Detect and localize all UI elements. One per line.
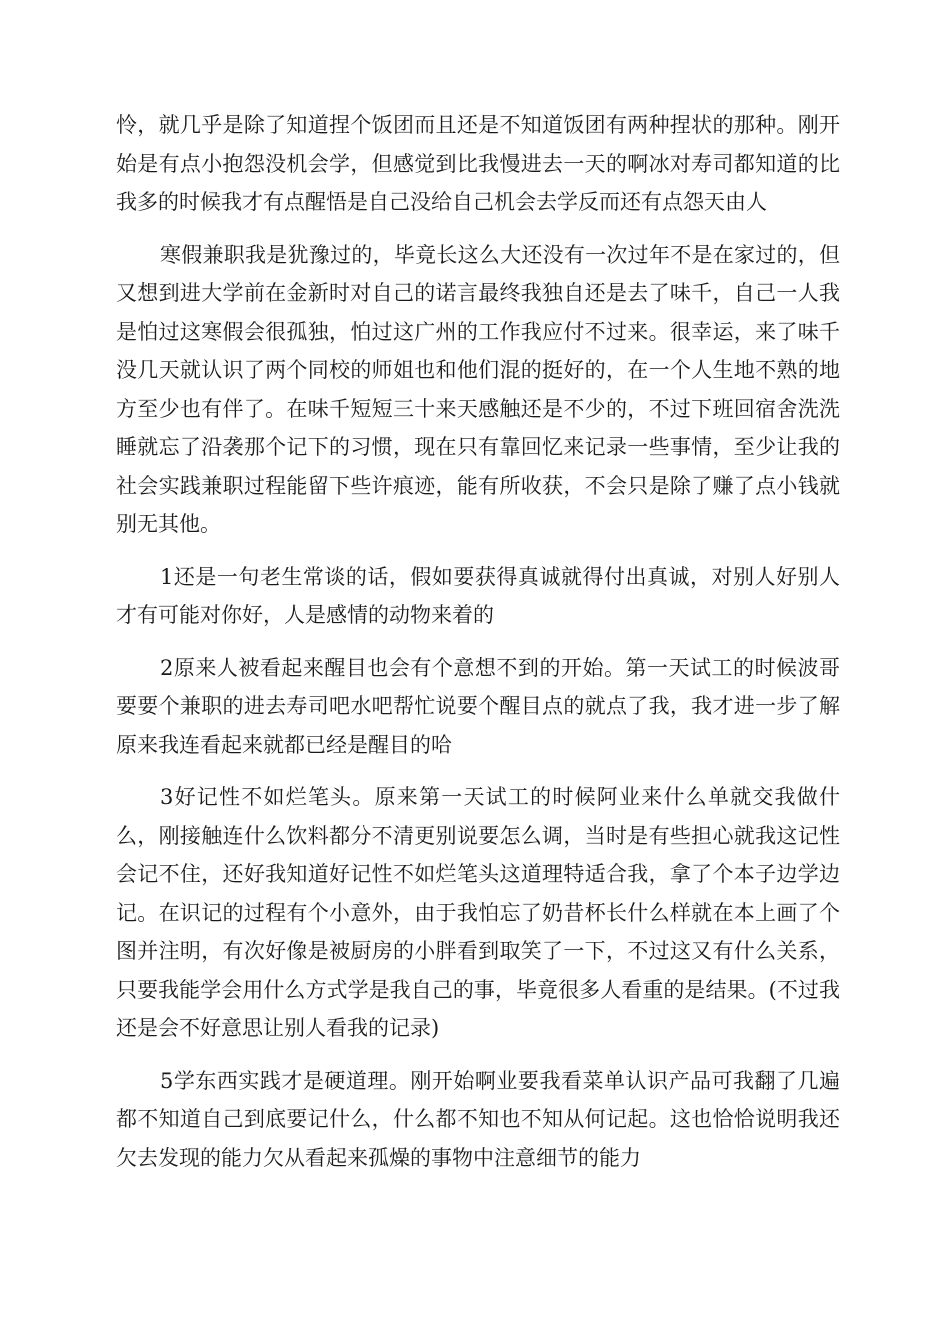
paragraph-point-3: 3好记性不如烂笔头。原来第一天试工的时候阿业来什么单就交我做什么，刚接触连什么饮料都分不清更别说要怎么调，当时是有些担心就我这记性会记不住，还好我知道好记性不如烂笔头这道理特适合我，拿了个本子边学边记。在识记的过程有个小意外，由于我怕忘了奶昔杯长什么样就在本上画了个图并注明，有次好像是被厨房的小胖看到取笑了一下，不过这又有什么关系，只要我能学会用什么方式学是我自己的事，毕竟很多人看重的是结果。(不过我还是会不好意思让别人看我的记录) <box>116 785 840 1040</box>
paragraph-point-5: 5学东西实践才是硬道理。刚开始啊业要我看菜单认识产品可我翻了几遍都不知道自己到底要记什么，什么都不知也不知从何记起。这也恰恰说明我还欠去发现的能力欠从看起来孤燥的事物中注意细节的能力 <box>116 1068 840 1170</box>
document-page <box>116 106 840 1191</box>
paragraph-continuation: 怜，就几乎是除了知道捏个饭团而且还是不知道饭团有两种捏状的那种。刚开始是有点小抱怨没机会学，但感觉到比我慢进去一天的啊冰对寿司都知道的比我多的时候我才有点醒悟是自己没给自己机会去学反而还有点怨天由人 <box>116 113 840 214</box>
paragraph-point-1: 1还是一句老生常谈的话，假如要获得真诚就得付出真诚，对别人好别人才有可能对你好，人是感情的动物来着的 <box>116 564 840 627</box>
paragraph-winter-job: 寒假兼职我是犹豫过的，毕竟长这么大还没有一次过年不是在家过的，但又想到进大学前在金新时对自己的诺言最终我独自还是去了味千，自己一人我是怕过这寒假会很孤独，怕过这广州的工作我应付不过来。很幸运，来了味千没几天就认识了两个同校的师姐也和他们混的挺好的，在一个人生地不熟的地方至少也有伴了。在味千短短三十来天感触还是不少的，不过下班回宿舍洗洗睡就忘了沿袭那个记下的习惯，现在只有靠回忆来记录一些事情，至少让我的社会实践兼职过程能留下些许痕迹，能有所收获，不会只是除了赚了点小钱就别无其他。 <box>116 242 840 536</box>
paragraph-point-2: 2原来人被看起来醒目也会有个意想不到的开始。第一天试工的时候波哥要要个兼职的进去寿司吧水吧帮忙说要个醒目点的就点了我，我才进一步了解原来我连看起来就都已经是醒目的哈 <box>116 655 840 757</box>
